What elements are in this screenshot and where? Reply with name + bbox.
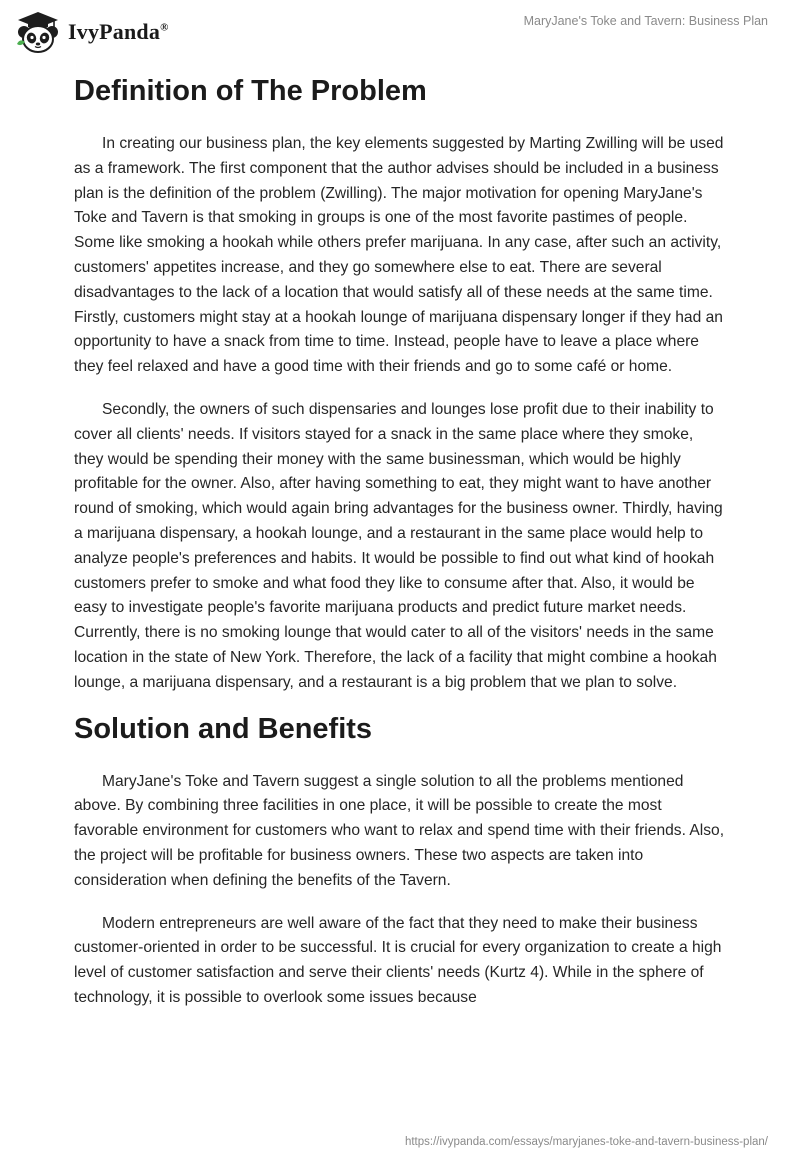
- panda-graduate-icon: [14, 10, 62, 54]
- ivypanda-logo[interactable]: [14, 10, 169, 54]
- essay-content: [74, 72, 726, 1011]
- paragraph: In creating our business plan, the key elements suggested by Marting Zwilling will be used as a framework. The first component that the author advises should be included in a business plan is the definition of the problem (Zwilling). The major motivation for opening MaryJane's Toke and Tavern is that smoking in groups is one of the most favorite pastimes of people. Some like smoking a hookah while others prefer marijuana. In any case, after such an activity, customers' appetites increase, and they go somewhere else to eat. There are several disadvantages to the lack of a location that would satisfy all of these needs at the same time. Firstly, customers might stay at a hookah lounge of marijuana dispensary longer if they had an opportunity to have a snack from time to time. Instead, people have to leave a place where they feel relaxed and have a good time with their friends and go to some café or home.: [74, 135, 724, 376]
- brand-name: [68, 19, 169, 45]
- running-title: MaryJane's Toke and Tavern: Business Plan: [523, 14, 768, 28]
- section-heading-solution: Solution and Benefits: [74, 712, 373, 745]
- section-heading-problem: Definition of The Problem: [74, 75, 427, 107]
- paragraph: Secondly, the owners of such dispensaries and lounges lose profit due to their inability to cover all clients' needs. If visitors stayed for a snack in the same place where they smoke, they would be spending their money with the same businessman, which would be highly profitable for the owner. Also, after having something to eat, they might want to have another round of smoking, which would again bring advantages for the business owner. Thirdly, having a marijuana dispensary, a hookah lounge, and a restaurant in the same place would help to analyze people's preferences and habits. It would be possible to find out what kind of hookah customers prefer to smoke and what food they like to consume after that. Also, it would be easy to investigate people's favorite marijuana products and predict future market needs. Currently, there is no smoking lounge that would cater to all of the visitors' needs in the same location in the state of New York. Therefore, the lack of a facility that might combine a hookah lounge, a marijuana dispensary, and a restaurant is a big problem that we plan to solve.: [74, 400, 723, 691]
- source-url-link[interactable]: https://ivypanda.com/essays/maryjanes-toke-and-tavern-business-plan/: [404, 1136, 768, 1148]
- page-header: [0, 0, 800, 70]
- registered-mark: ®: [160, 21, 169, 34]
- paragraph: MaryJane's Toke and Tavern suggest a single solution to all the problems mentioned above. By combining three facilities in one place, it will be possible to create the most favorable environment for customers who want to relax and spend time with their friends. Also, the project will be profitable for business owners. These two aspects are taken into consideration when defining the benefits of the Tavern.: [74, 772, 725, 889]
- brand-text: IvyPanda: [68, 19, 161, 44]
- paragraph: Modern entrepreneurs are well aware of the fact that they need to make their business customer-oriented in order to be successful. It is crucial for every organization to create a high level of customer satisfaction and serve their clients' needs (Kurtz 4). While in the sphere of technology, it is possible to overlook some issues because: [74, 914, 722, 1006]
